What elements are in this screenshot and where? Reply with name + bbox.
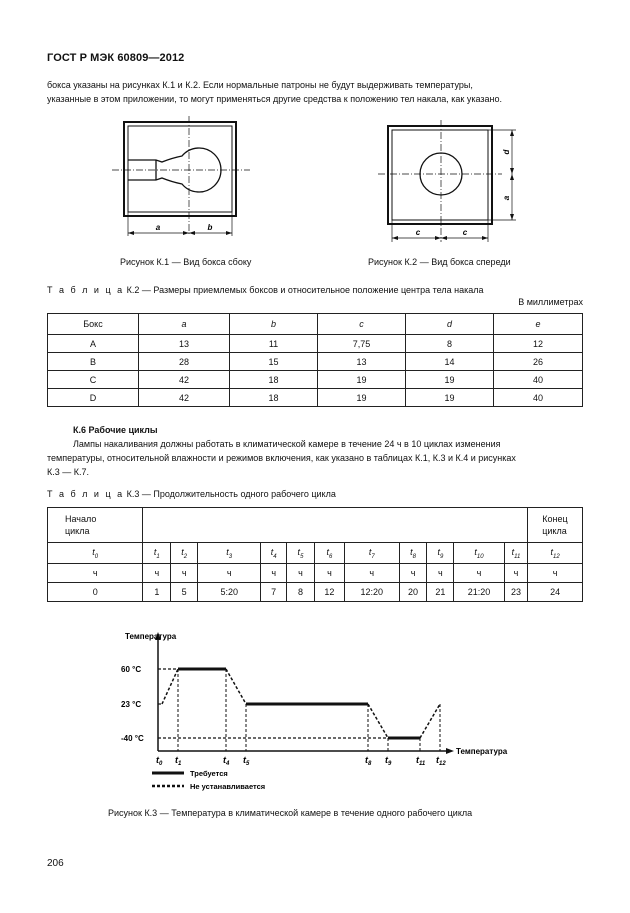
table-k3-caption [47,489,336,499]
table-cell: 13 [318,353,406,371]
fig2-label-a: a [502,195,511,201]
table-k3-value-row [48,583,583,602]
table-k2-header-cell: a [139,314,230,335]
table-cell: 19 [406,389,494,407]
table-k3-unit-cell: ч [198,564,261,583]
table-cell: 14 [406,353,494,371]
start-label-2: цикла [65,526,90,536]
legend-dashed-label: Не устанавливается [190,782,266,791]
symbol-base: t [153,546,157,557]
ramp-warm-segment [420,704,440,738]
table-k3-symbol-cell [344,543,399,564]
ramp-up-segment [162,669,178,704]
table-k3-value-cell: 12 [314,583,344,602]
table-k3-unit-cell: ч [399,564,427,583]
table-k3-unit-cell: ч [504,564,528,583]
figure-k3-caption: Рисунок К.3 — Температура в климатической камере в течение одного рабочего цикла [108,808,473,818]
table-k3-symbol-cell [528,543,583,564]
table-k3-value-cell: 5:20 [198,583,261,602]
table-cell: 8 [406,335,494,353]
table-k2-caption-text: К.2 — Размеры приемлемых боксов и относительное положение центра тела накала [126,285,484,295]
table-k3-unit-cell: ч [454,564,504,583]
table-cell: A [48,335,139,353]
fig2-label-d: d [502,149,511,155]
t-label: $t_1$ [175,755,182,767]
fig1-label-b: b [207,223,213,232]
table-k2-header-cell: e [494,314,583,335]
table-k2-header-cell: c [318,314,406,335]
table-k3 [47,507,583,602]
symbol-base: t [297,546,301,557]
table-cell: 19 [318,389,406,407]
table-k3-symbol-cell [261,543,287,564]
t-label: $t_8$ [365,755,372,767]
table-k3-unit-cell: ч [427,564,454,583]
figure-k1-caption: Рисунок К.1 — Вид бокса сбоку [120,257,252,267]
table-k3-value-cell: 0 [48,583,143,602]
symbol-subscript: 11 [514,553,521,560]
table-k3-value-cell: 5 [171,583,198,602]
table-k3-unit-cell: ч [48,564,143,583]
table-k3-symbol-cell [48,543,143,564]
table-k3-symbol-cell [314,543,344,564]
table-k3-header-row [48,508,583,543]
table-k3-value-cell: 12:20 [344,583,399,602]
table-k3-unit-cell: ч [171,564,198,583]
section-line-1: Лампы накаливания должны работать в климатической камере в течение 24 ч в 10 циклах изменения [73,439,501,449]
end-label-1: Конец [542,514,568,524]
table-k2-header-row [48,314,583,335]
y-tick-minus40: -40 °C [121,734,144,743]
symbol-base: t [92,546,95,557]
symbol-base: t [368,546,372,557]
symbol-subscript: 4 [273,553,277,560]
y-tick-60: 60 °C [121,665,142,674]
legend-solid-label: Требуется [190,769,228,778]
table-row [48,353,583,371]
symbol-base: t [181,546,184,557]
t-label: $t_5$ [243,755,250,767]
table-row [48,371,583,389]
symbol-subscript: 7 [371,553,375,560]
symbol-base: t [410,546,413,557]
figure-k3-chart [118,628,518,798]
table-k3-unit-cell: ч [287,564,315,583]
table-k3-symbol-cell [198,543,261,564]
table-k3-value-cell: 20 [399,583,427,602]
table-cell: 26 [494,353,583,371]
y-tick-23: 23 °C [121,700,142,709]
intro-line-2: указанные в этом приложении, то могут применяться другие средства к положению тел накала, как указано. [47,94,503,104]
t-label: $t_{12}$ [436,755,446,767]
symbol-subscript: 10 [476,553,484,560]
symbol-subscript: 1 [156,553,160,560]
table-cell: 12 [494,335,583,353]
table-k3-symbol-cell [427,543,454,564]
table-k3-unit-cell: ч [344,564,399,583]
figure-k1-side-view [100,112,260,247]
fig1-label-a: a [155,223,161,232]
table-k3-end-cell [528,508,583,543]
section-line-3: К.3 — К.7. [47,467,89,477]
x-axis-title: Температура [456,747,508,756]
table-k2-header-cell: Бокс [48,314,139,335]
table-cell: 19 [406,371,494,389]
table-cell: 42 [139,371,230,389]
table-k3-symbol-row [48,543,583,564]
symbol-base: t [511,546,515,557]
start-label-1: Начало [65,514,97,524]
table-k3-value-cell: 8 [287,583,315,602]
t-label: $t_9$ [385,755,392,767]
symbol-base: t [270,546,274,557]
y-axis-title: Температура [125,632,177,641]
symbol-subscript: 5 [300,553,304,560]
symbol-subscript: 0 [94,553,99,560]
fig2-label-c-left: c [415,228,421,237]
section-title: К.6 Рабочие циклы [73,425,158,435]
table-cell: 40 [494,371,583,389]
symbol-base: t [226,546,229,557]
figure-k2-front-view [370,118,530,248]
t-label: $t_0$ [156,755,163,767]
document-header: ГОСТ Р МЭК 60809—2012 [47,52,185,64]
table-k3-symbol-cell [399,543,427,564]
table-k3-start-cell [48,508,143,543]
table-k3-symbol-cell [171,543,198,564]
symbol-subscript: 8 [412,553,416,560]
table-k3-symbol-cell [504,543,528,564]
table-k2-caption [47,285,483,295]
table-cell: 28 [139,353,230,371]
symbol-subscript: 9 [439,553,444,560]
table-k3-value-cell: 1 [143,583,171,602]
end-label-2: цикла [542,526,567,536]
t-label: $t_{11}$ [416,755,426,767]
symbol-base: t [326,546,330,557]
table-cell: 13 [139,335,230,353]
symbol-base: t [474,546,477,557]
table-cell: 15 [230,353,318,371]
symbol-base: t [437,546,440,557]
section-line-2: температуры, относительной влажности и режимов включения, как указано в таблицах К.1, К.3 и К.4 и рисунках [47,453,516,463]
table-k3-value-cell: 24 [528,583,583,602]
fig2-label-c-right: c [462,228,468,237]
table-k3-caption-prefix: Т а б л и ц а [47,489,125,499]
figure-k2-caption: Рисунок К.2 — Вид бокса спереди [368,257,511,267]
table-cell: 42 [139,389,230,407]
table-k3-unit-row [48,564,583,583]
table-k3-symbol-cell [287,543,315,564]
table-k3-value-cell: 21:20 [454,583,504,602]
page-number: 206 [47,858,64,869]
table-k3-unit-cell: ч [314,564,344,583]
table-cell: 19 [318,371,406,389]
table-row [48,389,583,407]
intro-line-1: бокса указаны на рисунках К.1 и К.2. Если нормальные патроны не будут выдерживать температуры, [47,80,473,90]
x-axis-arrow [446,748,454,754]
table-k2-header-cell: d [406,314,494,335]
table-k3-value-cell: 23 [504,583,528,602]
table-k2-units: В миллиметрах [518,297,583,307]
symbol-subscript: 3 [228,553,233,560]
table-k3-value-cell: 7 [261,583,287,602]
table-cell: 18 [230,389,318,407]
table-k3-empty-header [143,508,528,543]
table-k3-unit-cell: ч [528,564,583,583]
table-k3-value-cell: 21 [427,583,454,602]
table-k3-caption-text: К.3 — Продолжительность одного рабочего цикла [126,489,336,499]
table-cell: 7,75 [318,335,406,353]
table-cell: 40 [494,389,583,407]
table-cell: B [48,353,139,371]
table-cell: 11 [230,335,318,353]
table-cell: D [48,389,139,407]
t-label: $t_4$ [223,755,230,767]
symbol-base: t [550,546,554,557]
table-cell: 18 [230,371,318,389]
table-k2-caption-prefix: Т а б л и ц а [47,285,125,295]
table-row [48,335,583,353]
symbol-subscript: 2 [183,553,188,560]
table-cell: C [48,371,139,389]
table-k3-symbol-cell [143,543,171,564]
table-k3-unit-cell: ч [143,564,171,583]
table-k2-header-cell: b [230,314,318,335]
ramp-down-segment [226,669,246,704]
table-k2 [47,313,583,407]
symbol-subscript: 6 [329,553,333,560]
ramp-cold-segment [368,704,388,738]
table-k3-symbol-cell [454,543,504,564]
symbol-subscript: 12 [553,553,560,560]
table-k3-unit-cell: ч [261,564,287,583]
